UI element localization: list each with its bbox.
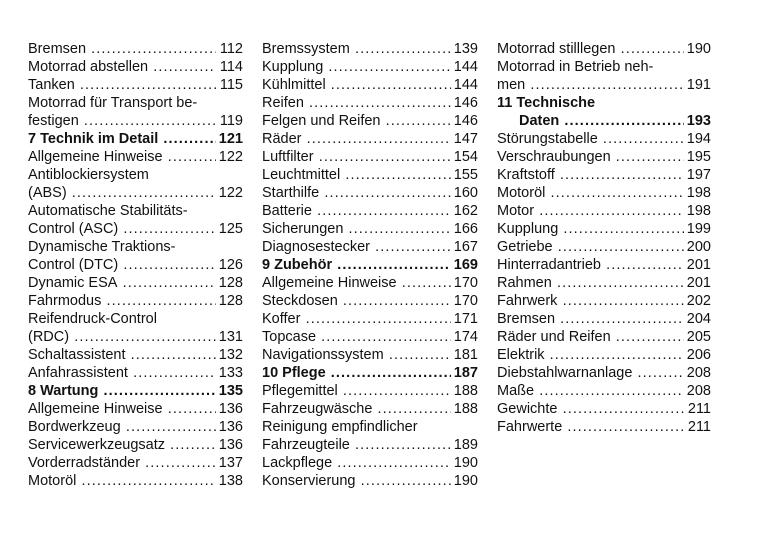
toc-entry-leader xyxy=(497,130,684,148)
toc-entry-leader xyxy=(497,220,684,238)
toc-entry[interactable] xyxy=(28,40,243,58)
toc-entry-leader xyxy=(28,454,216,472)
toc-entry-leader xyxy=(28,364,216,382)
toc-entry-leader xyxy=(262,328,451,346)
toc-entry-page-number: 195 xyxy=(686,149,711,165)
toc-entry-title: Starthilfe xyxy=(262,185,320,201)
toc-entry-page-number: 190 xyxy=(453,473,478,489)
toc-entry[interactable] xyxy=(262,220,478,238)
toc-entry-page-number: 122 xyxy=(218,149,243,165)
toc-entry-page-number: 208 xyxy=(686,383,711,399)
toc-entry-page-number: 139 xyxy=(453,41,478,57)
toc-entry[interactable] xyxy=(28,364,243,382)
toc-entry-first-line[interactable]: Motorrad in Betrieb neh- xyxy=(497,59,654,75)
toc-entry-title: Verschraubungen xyxy=(497,149,611,165)
toc-entry[interactable] xyxy=(28,148,243,166)
toc-entry-title: Kühlmittel xyxy=(262,77,326,93)
toc-entry-first-line[interactable]: Automatische Stabilitäts- xyxy=(28,203,188,219)
toc-entry-leader xyxy=(28,58,216,76)
toc-entry-title: Diagnosestecker xyxy=(262,239,370,255)
toc-entry-title: Sicherungen xyxy=(262,221,344,237)
toc-entry-page-number: 197 xyxy=(686,167,711,183)
toc-entry-title: Motor xyxy=(497,203,535,219)
toc-entry-leader xyxy=(262,202,451,220)
toc-entry-leader xyxy=(497,184,684,202)
toc-entry-page-number: 189 xyxy=(453,437,478,453)
toc-entry-page-number: 146 xyxy=(453,113,478,129)
toc-entry[interactable] xyxy=(262,382,478,400)
toc-entry[interactable] xyxy=(497,346,711,364)
toc-entry[interactable] xyxy=(28,58,243,76)
toc-entry-page-number: 160 xyxy=(453,185,478,201)
toc-entry[interactable] xyxy=(497,148,711,166)
toc-entry-leader xyxy=(497,274,684,292)
toc-entry-title: 9 Zubehör xyxy=(262,257,333,273)
toc-entry-first-line[interactable]: Motorrad für Transport be- xyxy=(28,95,198,111)
toc-entry-page-number: 187 xyxy=(453,365,478,381)
toc-entry-title: Control (ASC) xyxy=(28,221,119,237)
toc-entry-page-number: 121 xyxy=(218,131,243,147)
toc-entry-title: Dynamic ESA xyxy=(28,275,118,291)
toc-entry-leader xyxy=(262,382,451,400)
toc-entry-first-line[interactable]: Antiblockiersystem xyxy=(28,167,149,183)
toc-entry[interactable] xyxy=(497,310,711,328)
toc-entry[interactable] xyxy=(28,418,243,436)
toc-entry-title: men xyxy=(497,77,526,93)
toc-entry[interactable] xyxy=(28,328,243,346)
toc-entry-title: Störungstabelle xyxy=(497,131,598,147)
toc-entry-title: 8 Wartung xyxy=(28,383,99,399)
toc-entry-title: Vorderradständer xyxy=(28,455,141,471)
toc-entry[interactable] xyxy=(497,382,711,400)
toc-entry-leader xyxy=(28,418,216,436)
toc-entry-title: Motoröl xyxy=(497,185,546,201)
toc-entry-page-number: 136 xyxy=(218,401,243,417)
toc-entry-leader xyxy=(28,76,216,94)
toc-entry-leader xyxy=(262,166,451,184)
toc-entry[interactable] xyxy=(497,256,711,274)
toc-entry-page-number: 190 xyxy=(453,455,478,471)
toc-entry-page-number: 155 xyxy=(453,167,478,183)
toc-entry[interactable] xyxy=(497,76,711,94)
toc-entry-page-number: 174 xyxy=(453,329,478,345)
toc-entry-leader xyxy=(28,184,216,202)
toc-entry-page-number: 194 xyxy=(686,131,711,147)
toc-entry-page-number: 208 xyxy=(686,365,711,381)
toc-entry-leader xyxy=(28,346,216,364)
toc-entry-title: Diebstahlwarnanlage xyxy=(497,365,633,381)
toc-entry-page-number: 198 xyxy=(686,203,711,219)
toc-entry[interactable] xyxy=(497,40,711,58)
toc-entry[interactable] xyxy=(262,202,478,220)
toc-entry[interactable] xyxy=(262,76,478,94)
toc-entry-title: 10 Pflege xyxy=(262,365,326,381)
toc-entry[interactable] xyxy=(28,436,243,454)
toc-column-3 xyxy=(497,40,711,436)
toc-entry-page-number: 147 xyxy=(453,131,478,147)
toc-entry-title: Koffer xyxy=(262,311,301,327)
toc-entry[interactable] xyxy=(28,256,243,274)
toc-entry-leader xyxy=(497,382,684,400)
toc-entry-leader xyxy=(262,184,451,202)
toc-entry[interactable] xyxy=(28,346,243,364)
toc-entry-page-number: 119 xyxy=(219,113,243,129)
toc-entry[interactable] xyxy=(262,436,478,454)
toc-entry-leader xyxy=(262,364,451,382)
toc-entry-page-number: 201 xyxy=(686,275,711,291)
toc-entry-first-line[interactable]: Reinigung empfindlicher xyxy=(262,419,418,435)
toc-entry[interactable] xyxy=(262,184,478,202)
toc-entry-page-number: 135 xyxy=(218,383,243,399)
toc-entry-leader xyxy=(497,112,684,130)
toc-entry-title: Hinterradantrieb xyxy=(497,257,601,273)
toc-entry-leader xyxy=(28,436,216,454)
toc-entry[interactable] xyxy=(28,274,243,292)
toc-chapter-entry[interactable] xyxy=(497,112,711,130)
toc-entry-page-number: 188 xyxy=(453,401,478,417)
toc-entry-leader xyxy=(28,382,216,400)
toc-entry-title: Konservierung xyxy=(262,473,356,489)
toc-entry-page-number: 204 xyxy=(686,311,711,327)
toc-entry[interactable] xyxy=(28,400,243,418)
toc-entry-leader xyxy=(262,58,451,76)
toc-entry-page-number: 171 xyxy=(453,311,478,327)
toc-entry-first-line[interactable]: 11 Technische xyxy=(497,95,596,111)
toc-entry-page-number: 144 xyxy=(453,77,478,93)
toc-entry-leader xyxy=(28,400,216,418)
toc-entry-title: Daten xyxy=(519,113,560,129)
toc-entry-title: Allgemeine Hinweise xyxy=(28,149,163,165)
toc-entry-leader xyxy=(262,40,451,58)
toc-entry-page-number: 188 xyxy=(453,383,478,399)
toc-entry-title: Navigationssystem xyxy=(262,347,384,363)
toc-entry-leader xyxy=(28,274,216,292)
toc-entry[interactable] xyxy=(497,364,711,382)
toc-entry[interactable] xyxy=(497,328,711,346)
toc-entry-page-number: 115 xyxy=(219,77,243,93)
toc-entry-page-number: 154 xyxy=(453,149,478,165)
toc-chapter-entry[interactable] xyxy=(28,382,243,400)
toc-entry-title: Fahrzeugwäsche xyxy=(262,401,373,417)
toc-entry[interactable] xyxy=(262,58,478,76)
toc-entry-title: Allgemeine Hinweise xyxy=(28,401,163,417)
toc-entry-leader xyxy=(262,454,451,472)
toc-entry[interactable] xyxy=(497,202,711,220)
toc-entry-leader xyxy=(262,130,451,148)
toc-entry[interactable] xyxy=(497,220,711,238)
toc-entry-title: Bremsen xyxy=(28,41,87,57)
toc-entry-page-number: 131 xyxy=(218,329,243,345)
toc-entry-leader xyxy=(497,202,684,220)
toc-entry-leader xyxy=(262,310,451,328)
toc-entry-leader xyxy=(28,112,216,130)
toc-entry[interactable] xyxy=(28,472,243,490)
toc-entry-leader xyxy=(497,148,684,166)
toc-entry-page-number: 193 xyxy=(686,113,711,129)
toc-entry-page-number: 167 xyxy=(453,239,478,255)
toc-entry-title: Batterie xyxy=(262,203,312,219)
toc-entry-title: Anfahrassistent xyxy=(28,365,128,381)
toc-entry-leader xyxy=(497,364,684,382)
toc-entry-title: Schaltassistent xyxy=(28,347,126,363)
toc-entry-title: Steckdosen xyxy=(262,293,338,309)
toc-entry-title: Reifen xyxy=(262,95,304,111)
toc-entry-title: 7 Technik im Detail xyxy=(28,131,159,147)
toc-entry-title: Fahrwerte xyxy=(497,419,563,435)
toc-entry-page-number: 137 xyxy=(218,455,243,471)
toc-entry-page-number: 138 xyxy=(218,473,243,489)
toc-entry[interactable] xyxy=(497,166,711,184)
toc-entry-leader xyxy=(262,400,451,418)
toc-entry-title: Bremssystem xyxy=(262,41,350,57)
toc-entry[interactable] xyxy=(497,130,711,148)
toc-entry-title: Bremsen xyxy=(497,311,556,327)
toc-entry-page-number: 136 xyxy=(218,437,243,453)
toc-entry-title: Getriebe xyxy=(497,239,553,255)
toc-column-1 xyxy=(28,40,243,490)
toc-entry[interactable] xyxy=(262,292,478,310)
toc-entry[interactable] xyxy=(262,130,478,148)
toc-entry-page-number: 205 xyxy=(686,329,711,345)
toc-entry-title: Pflegemittel xyxy=(262,383,338,399)
toc-entry-page-number: 146 xyxy=(453,95,478,111)
toc-entry[interactable] xyxy=(262,310,478,328)
toc-entry-leader xyxy=(28,40,216,58)
toc-entry-page-number: 144 xyxy=(453,59,478,75)
toc-entry-leader xyxy=(497,328,684,346)
toc-entry-page-number: 211 xyxy=(687,419,711,435)
toc-entry-leader xyxy=(262,292,451,310)
toc-entry-title: Allgemeine Hinweise xyxy=(262,275,397,291)
toc-entry-title: Control (DTC) xyxy=(28,257,119,273)
toc-entry[interactable] xyxy=(262,166,478,184)
toc-entry-title: Motorrad stilllegen xyxy=(497,41,616,57)
toc-entry-leader xyxy=(262,94,451,112)
toc-entry[interactable] xyxy=(497,400,711,418)
toc-entry-title: Motoröl xyxy=(28,473,77,489)
toc-entry-leader xyxy=(28,472,216,490)
toc-entry-page-number: 133 xyxy=(218,365,243,381)
toc-entry-page-number: 128 xyxy=(218,275,243,291)
toc-entry-title: Leuchtmittel xyxy=(262,167,341,183)
toc-entry[interactable] xyxy=(262,274,478,292)
toc-entry-leader xyxy=(262,148,451,166)
toc-entry[interactable] xyxy=(28,292,243,310)
toc-entry-leader xyxy=(497,76,684,94)
toc-entry-title: Rahmen xyxy=(497,275,552,291)
toc-chapter-entry[interactable] xyxy=(28,130,243,148)
toc-entry-page-number: 170 xyxy=(453,275,478,291)
toc-entry[interactable] xyxy=(28,184,243,202)
toc-entry-page-number: 136 xyxy=(218,419,243,435)
toc-entry-leader xyxy=(262,76,451,94)
toc-entry-title: (ABS) xyxy=(28,185,67,201)
toc-entry[interactable] xyxy=(28,112,243,130)
toc-entry-first-line[interactable]: Dynamische Traktions- xyxy=(28,239,176,255)
toc-entry[interactable] xyxy=(262,238,478,256)
toc-entry-title: Topcase xyxy=(262,329,317,345)
toc-entry-page-number: 132 xyxy=(218,347,243,363)
toc-entry-leader xyxy=(262,472,451,490)
toc-entry-title: Motorrad abstellen xyxy=(28,59,149,75)
toc-entry-title: festigen xyxy=(28,113,79,129)
toc-entry-leader xyxy=(262,220,451,238)
toc-entry-title: Fahrzeugteile xyxy=(262,437,350,453)
toc-entry-page-number: 191 xyxy=(686,77,711,93)
toc-entry[interactable] xyxy=(262,472,478,490)
toc-entry-page-number: 170 xyxy=(453,293,478,309)
toc-entry-title: Bordwerkzeug xyxy=(28,419,121,435)
toc-entry[interactable] xyxy=(28,454,243,472)
toc-entry[interactable] xyxy=(28,220,243,238)
toc-entry-leader xyxy=(497,310,684,328)
toc-entry-leader xyxy=(28,256,216,274)
toc-entry-leader xyxy=(262,112,451,130)
toc-entry[interactable] xyxy=(262,112,478,130)
toc-entry-page-number: 122 xyxy=(218,185,243,201)
toc-entry-page-number: 112 xyxy=(219,41,243,57)
toc-entry-leader xyxy=(497,346,684,364)
toc-entry-leader xyxy=(497,238,684,256)
toc-entry-title: Elektrik xyxy=(497,347,545,363)
toc-entry-page-number: 202 xyxy=(686,293,711,309)
toc-entry-page-number: 199 xyxy=(686,221,711,237)
toc-entry-page-number: 200 xyxy=(686,239,711,255)
toc-entry-page-number: 169 xyxy=(453,257,478,273)
toc-entry[interactable] xyxy=(262,346,478,364)
toc-entry-leader xyxy=(262,346,451,364)
toc-entry-page-number: 206 xyxy=(686,347,711,363)
toc-chapter-entry[interactable] xyxy=(262,364,478,382)
toc-entry-leader xyxy=(497,256,684,274)
toc-entry[interactable] xyxy=(262,400,478,418)
toc-entry[interactable] xyxy=(262,454,478,472)
toc-entry-page-number: 128 xyxy=(218,293,243,309)
toc-entry-leader xyxy=(262,256,451,274)
toc-entry-leader xyxy=(28,148,216,166)
toc-chapter-entry[interactable] xyxy=(262,256,478,274)
toc-entry[interactable] xyxy=(262,148,478,166)
toc-entry-title: Räder und Reifen xyxy=(497,329,611,345)
toc-entry-leader xyxy=(497,40,684,58)
toc-entry-page-number: 114 xyxy=(219,59,243,75)
toc-entry-page-number: 211 xyxy=(687,401,711,417)
toc-entry-leader xyxy=(28,292,216,310)
toc-entry-title: Fahrmodus xyxy=(28,293,102,309)
toc-entry-leader xyxy=(262,274,451,292)
toc-entry[interactable] xyxy=(28,76,243,94)
toc-entry[interactable] xyxy=(497,418,711,436)
toc-entry-title: (RDC) xyxy=(28,329,70,345)
toc-entry-title: Fahrwerk xyxy=(497,293,558,309)
toc-entry-first-line[interactable]: Reifendruck-Control xyxy=(28,311,157,327)
toc-entry-page-number: 162 xyxy=(453,203,478,219)
toc-entry[interactable] xyxy=(497,238,711,256)
toc-entry-title: Kupplung xyxy=(262,59,324,75)
toc-entry-page-number: 125 xyxy=(218,221,243,237)
toc-entry-leader xyxy=(497,400,684,418)
toc-entry[interactable] xyxy=(262,94,478,112)
toc-entry-title: Felgen und Reifen xyxy=(262,113,381,129)
toc-entry[interactable] xyxy=(262,328,478,346)
toc-entry[interactable] xyxy=(262,40,478,58)
toc-entry-page-number: 181 xyxy=(453,347,478,363)
toc-entry-title: Räder xyxy=(262,131,302,147)
toc-entry-leader xyxy=(28,130,216,148)
toc-entry-title: Servicewerkzeugsatz xyxy=(28,437,165,453)
toc-column-2 xyxy=(262,40,478,490)
toc-entry-leader xyxy=(497,166,684,184)
toc-entry-page-number: 126 xyxy=(218,257,243,273)
toc-entry-leader xyxy=(262,436,451,454)
toc-entry-title: Tanken xyxy=(28,77,75,93)
toc-entry[interactable] xyxy=(497,292,711,310)
toc-entry-page-number: 198 xyxy=(686,185,711,201)
toc-entry[interactable] xyxy=(497,274,711,292)
toc-entry-page-number: 201 xyxy=(686,257,711,273)
toc-entry-title: Luftfilter xyxy=(262,149,314,165)
toc-entry-leader xyxy=(28,328,216,346)
toc-entry[interactable] xyxy=(497,184,711,202)
toc-entry-page-number: 190 xyxy=(686,41,711,57)
toc-entry-leader xyxy=(262,238,451,256)
toc-entry-leader xyxy=(497,418,684,436)
toc-entry-page-number: 166 xyxy=(453,221,478,237)
toc-entry-title: Kraftstoff xyxy=(497,167,555,183)
toc-entry-title: Kupplung xyxy=(497,221,559,237)
toc-entry-leader xyxy=(28,220,216,238)
toc-entry-title: Gewichte xyxy=(497,401,558,417)
toc-entry-title: Lackpflege xyxy=(262,455,333,471)
toc-entry-title: Maße xyxy=(497,383,535,399)
toc-entry-leader xyxy=(497,292,684,310)
